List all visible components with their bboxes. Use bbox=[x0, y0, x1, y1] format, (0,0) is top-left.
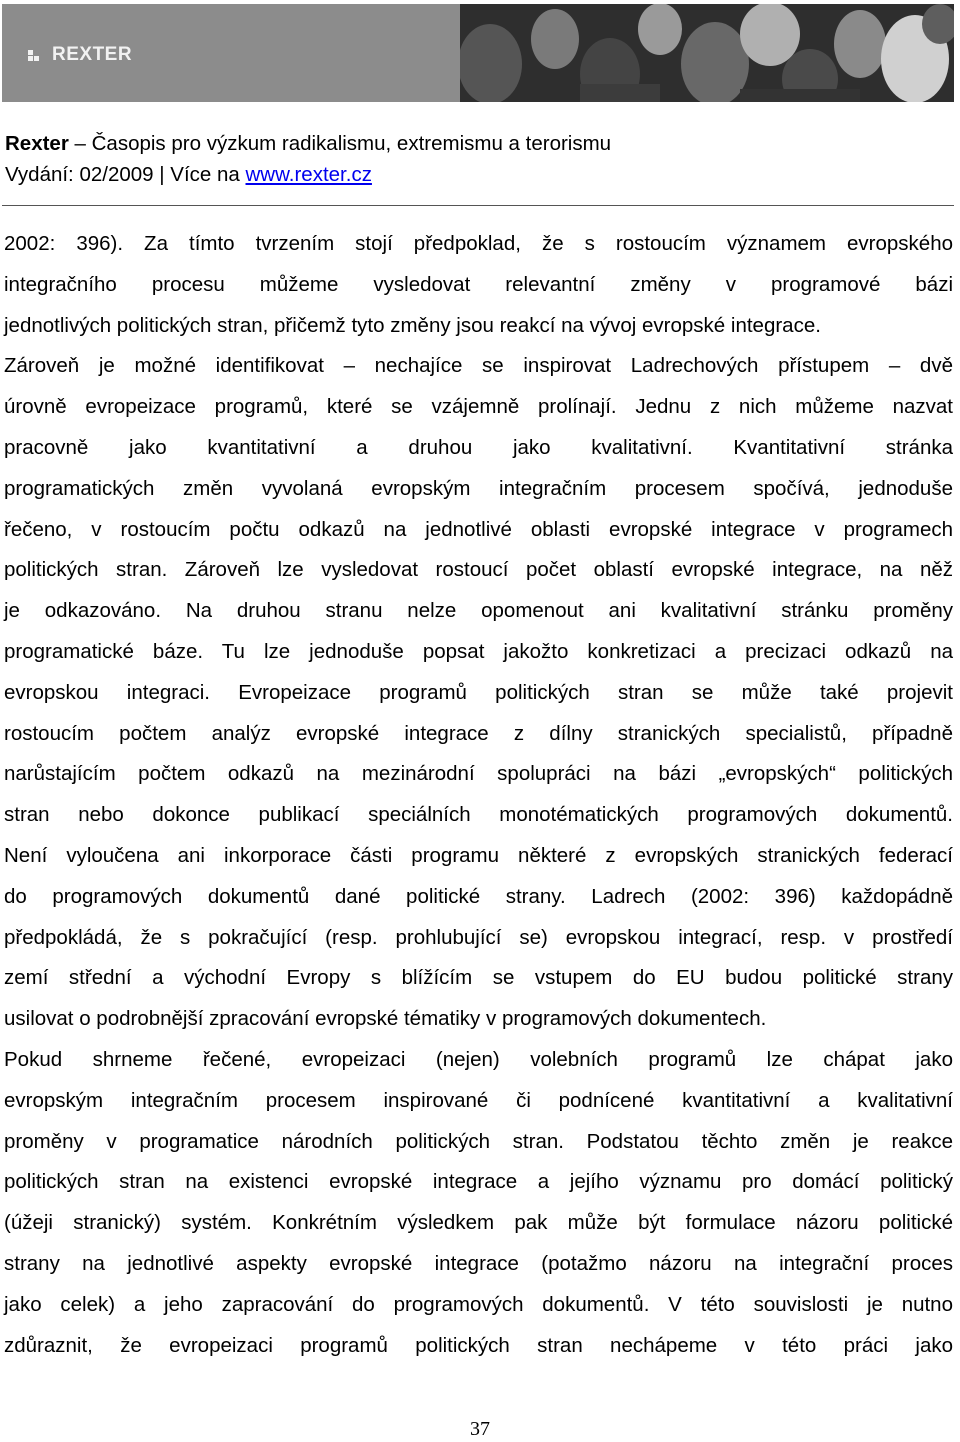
journal-subtitle: Časopis pro výzkum radikalismu, extremismu a terorismu bbox=[91, 132, 612, 155]
text-line: integračního procesu můžeme vysledovat relevantní změny v programové bázi bbox=[4, 272, 953, 296]
logo-mark-icon bbox=[28, 47, 44, 63]
rexter-logo[interactable] bbox=[28, 44, 132, 66]
text-line: stran nebo dokonce publikací speciálních monotématických programových dokumentů. bbox=[4, 803, 953, 827]
text-line: jako celek) a jeho zapracování do programových dokumentů. V této souvislosti je nutno bbox=[4, 1292, 953, 1316]
text-line: rostoucím počtem analýz evropské integrace z dílny stranických specialistů, případně bbox=[4, 721, 953, 745]
header-banner bbox=[2, 4, 954, 102]
text-line: narůstajícím počtem odkazů na mezinárodní spolupráci na bázi „evropských“ politických bbox=[4, 762, 953, 786]
text-line: usilovat o podrobnější zpracování evropské tématiky v programových dokumentech. bbox=[4, 1007, 767, 1031]
website-link[interactable]: www.rexter.cz bbox=[245, 163, 372, 186]
text-line: evropskou integraci. Evropeizace programů politických stran se může také projevit bbox=[4, 680, 953, 704]
text-line: politických stran na existenci evropské integrace a jejího významu pro domácí politický bbox=[4, 1170, 953, 1194]
journal-brand: Rexter bbox=[5, 132, 69, 155]
text-line: programatických změn vyvolaná evropským integračním procesem spočívá, jednoduše bbox=[4, 476, 953, 500]
text-line: Pokud shrneme řečené, evropeizaci (nejen) volebních programů lze chápat jako bbox=[4, 1047, 953, 1071]
text-line: řečeno, v rostoucím počtu odkazů na jednotlivé oblasti evropské integrace v programech bbox=[4, 517, 953, 541]
issue-line bbox=[5, 159, 611, 190]
text-line: předpokládá, že s pokračující (resp. prohlubující se) evropskou integrací, resp. v prostředí bbox=[4, 925, 953, 949]
text-line: Zároveň je možné identifikovat – nechajíce se inspirovat Ladrechových přístupem – dvě bbox=[4, 354, 953, 378]
text-line: politických stran. Zároveň lze vysledovat rostoucí počet oblastí evropské integrace, na něž bbox=[4, 558, 953, 582]
text-line: zemí střední a východní Evropy s blížícím se vstupem do EU budou politické strany bbox=[4, 966, 953, 990]
header-divider bbox=[2, 205, 954, 206]
text-line: 2002: 396). Za tímto tvrzením stojí předpoklad, že s rostoucím významem evropského bbox=[4, 232, 953, 255]
logo-text: REXTER bbox=[52, 44, 133, 65]
article-body bbox=[4, 224, 953, 1366]
text-line: proměny v programatice národních politických stran. Podstatou těchto změn je reakce bbox=[4, 1129, 953, 1153]
text-line: evropským integračním procesem inspirované či podnícené kvantitativní a kvalitativní bbox=[4, 1088, 953, 1112]
journal-header bbox=[5, 128, 611, 190]
text-line: jednotlivých politických stran, přičemž tyto změny jsou reakcí na vývoj evropské integrace. bbox=[4, 313, 821, 337]
text-line: úrovně evropeizace programů, které se vzájemně prolínají. Jednu z nich můžeme nazvat bbox=[4, 395, 953, 419]
text-line: strany na jednotlivé aspekty evropské integrace (potažmo názoru na integrační proces bbox=[4, 1251, 953, 1275]
text-line: do programových dokumentů dané politické strany. Ladrech (2002: 396) každopádně bbox=[4, 884, 953, 908]
title-dash: – bbox=[68, 132, 92, 155]
journal-title-line bbox=[5, 128, 611, 159]
text-line: programatické báze. Tu lze jednoduše popsat jakožto konkretizaci a precizaci odkazů na bbox=[4, 639, 953, 663]
text-line: (úžeji stranický) systém. Konkrétním výsledkem pak může být formulace názoru politické bbox=[4, 1211, 953, 1235]
text-line: Není vyloučena ani inkorporace části programu některé z evropských stranických federací bbox=[4, 843, 953, 867]
text-line: je odkazováno. Na druhou stranu nelze opomenout ani kvalitativní stránku proměny bbox=[4, 599, 953, 623]
text-line: pracovně jako kvantitativní a druhou jako kvalitativní. Kvantitativní stránka bbox=[4, 435, 953, 459]
crowd-photo-icon bbox=[460, 4, 954, 102]
page-number: 37 bbox=[470, 1418, 490, 1440]
issue-text: Vydání: 02/2009 | Více na bbox=[5, 163, 246, 186]
text-line: zdůraznit, že evropeizaci programů politických stran nechápeme v této práci jako bbox=[4, 1333, 953, 1357]
